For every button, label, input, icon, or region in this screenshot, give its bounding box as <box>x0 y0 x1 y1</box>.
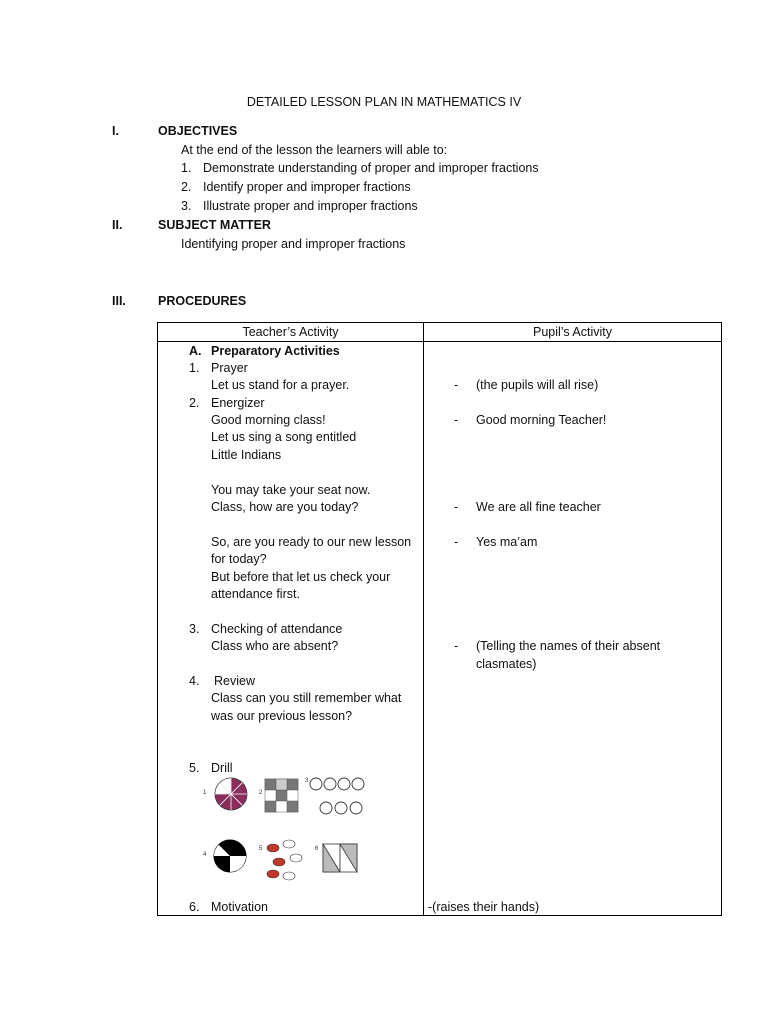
teacher-line: Let us stand for a prayer. <box>211 378 350 392</box>
teacher-line: Class who are absent? <box>211 639 339 653</box>
section-numeral-objectives: I. <box>112 124 119 138</box>
teacher-activity-header: Teacher’s Activity <box>158 323 424 342</box>
pie-fraction-icon <box>215 778 247 810</box>
teacher-line: attendance first. <box>211 587 300 601</box>
dash: - <box>454 535 459 549</box>
section-numeral-subject-matter: II. <box>112 218 123 232</box>
drill-mark: 1 <box>203 790 207 796</box>
pupil-response: We are all fine teacher <box>476 500 601 514</box>
objective-item: Identify proper and improper fractions <box>203 180 411 194</box>
fish-icon <box>267 840 302 880</box>
dash: - <box>454 378 459 392</box>
teacher-line: So, are you ready to our new lesson <box>211 535 412 549</box>
step-number: 5. <box>189 761 200 775</box>
teacher-line: But before that let us check your <box>211 570 391 584</box>
energizer-label: Energizer <box>211 396 265 410</box>
pupil-activity-header: Pupil’s Activity <box>424 323 722 342</box>
step-number: 1. <box>189 361 200 375</box>
subject-matter-heading: SUBJECT MATTER <box>158 218 271 232</box>
drill-mark: 4 <box>203 852 207 858</box>
step-letter: A. <box>189 344 202 358</box>
step-number: 3. <box>189 622 200 636</box>
procedures-heading: PROCEDURES <box>158 294 247 308</box>
grid-fraction-icon <box>265 779 298 812</box>
rectangle-fraction-icon <box>323 844 357 872</box>
review-label: Review <box>214 674 255 688</box>
objective-item: Demonstrate understanding of proper and improper fractions <box>203 161 539 175</box>
dash: - <box>454 413 459 427</box>
dash: - <box>454 639 459 653</box>
pupil-activity-cell <box>424 342 722 916</box>
objective-number: 1. <box>181 161 192 175</box>
teacher-line: for today? <box>211 552 267 566</box>
pupil-response: clasmates) <box>476 657 537 671</box>
section-numeral-procedures: III. <box>112 294 126 308</box>
drill-mark: 6 <box>315 846 319 852</box>
teacher-line: Class, how are you today? <box>211 500 359 514</box>
objective-item: Illustrate proper and improper fractions <box>203 199 418 213</box>
drill-mark: 2 <box>259 790 263 796</box>
teacher-line: Class can you still remember what <box>211 691 402 705</box>
pupil-response: Yes ma’am <box>476 535 538 549</box>
subject-matter-text: Identifying proper and improper fractions <box>181 237 406 251</box>
drill-mark: 3 <box>305 778 309 784</box>
teacher-line: You may take your seat now. <box>211 483 371 497</box>
teacher-line: Little Indians <box>211 448 282 462</box>
drill-fraction-illustration <box>201 774 401 894</box>
procedures-table <box>157 322 722 916</box>
pupil-response: (the pupils will all rise) <box>476 378 599 392</box>
motivation-label: Motivation <box>211 900 268 914</box>
pie-half-icon <box>214 840 246 872</box>
step-number: 4. <box>189 674 200 688</box>
pupil-response: Good morning Teacher! <box>476 413 607 427</box>
apples-icon <box>310 778 364 814</box>
preparatory-activities-heading: Preparatory Activities <box>211 344 340 358</box>
drill-mark: 5 <box>259 846 263 852</box>
step-number: 2. <box>189 396 200 410</box>
objective-number: 3. <box>181 199 192 213</box>
pupil-response: (Telling the names of their absent <box>476 639 661 653</box>
teacher-line: Good morning class! <box>211 413 326 427</box>
prayer-label: Prayer <box>211 361 248 375</box>
step-number: 6. <box>189 900 200 914</box>
objective-number: 2. <box>181 180 192 194</box>
teacher-activity-cell <box>158 342 424 916</box>
objectives-heading: OBJECTIVES <box>158 124 238 138</box>
objectives-intro: At the end of the lesson the learners will able to: <box>181 143 448 157</box>
pupil-response: -(raises their hands) <box>428 900 540 914</box>
dash: - <box>454 500 459 514</box>
teacher-line: was our previous lesson? <box>211 709 353 723</box>
attendance-label: Checking of attendance <box>211 622 343 636</box>
teacher-line: Let us sing a song entitled <box>211 430 357 444</box>
document-title: DETAILED LESSON PLAN IN MATHEMATICS IV <box>246 95 522 109</box>
drill-label: Drill <box>211 761 233 775</box>
